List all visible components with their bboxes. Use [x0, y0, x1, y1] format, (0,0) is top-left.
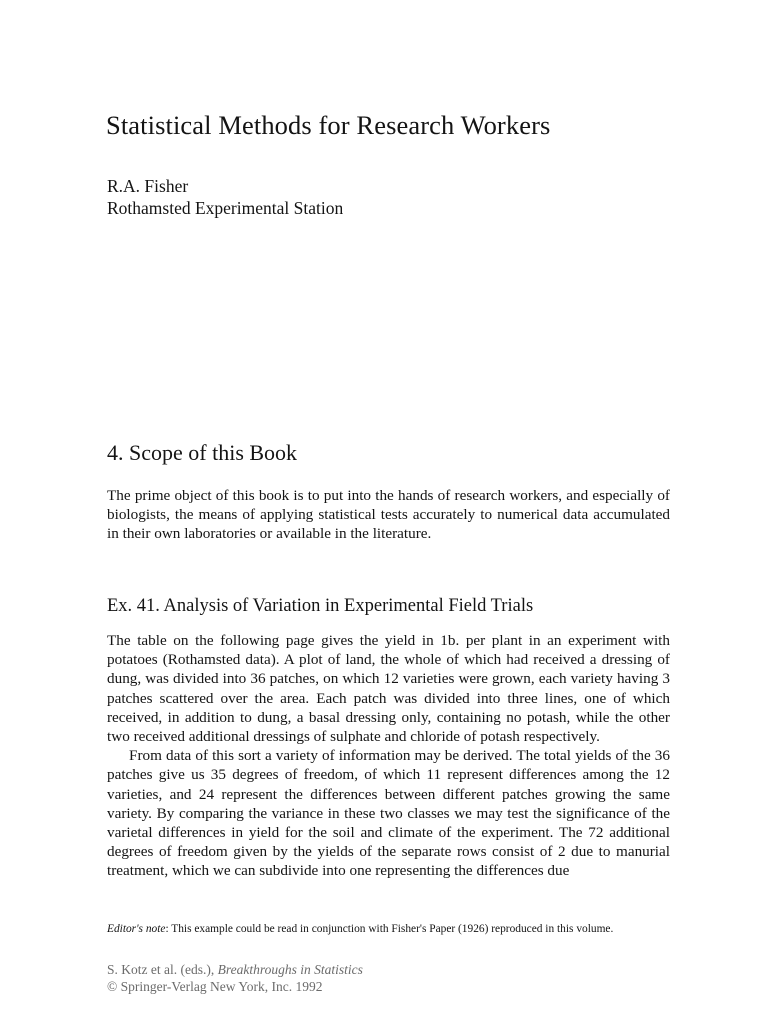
example-paragraph-1: The table on the following page gives the yield in 1b. per plant in an experiment with potatoes (Rothamsted data). A plot of land, the whole of which had received a dressing of dung, was divided into 36 patches, on which 12 varieties were grown, each variety having 3 patches scattered over the area. Each patch was divided into three lines, one of which received, in addition to dung, a basal dressing only, containing no potash, while the other two received additional dressings of sulphate and chloride of potash respectively.: [107, 632, 670, 746]
scope-paragraph: The prime object of this book is to put into the hands of research workers, and especially of biologists, the means of applying statistical tests accurately to numerical data accumulated in their own laboratories or available in the literature.: [107, 487, 670, 543]
example-heading: Ex. 41. Analysis of Variation in Experimental Field Trials: [107, 596, 534, 616]
paper-title: Statistical Methods for Research Workers: [106, 110, 551, 140]
page-footer: [107, 962, 363, 995]
author-block: [107, 175, 343, 219]
footer-book-title: Breakthroughs in Statistics: [217, 962, 363, 977]
footer-citation-prefix: S. Kotz et al. (eds.),: [107, 962, 218, 977]
editor-note: [107, 922, 670, 937]
scope-section: [107, 486, 670, 544]
example-paragraph-2: From data of this sort a variety of information may be derived. The total yields of the 36 patches give us 35 degrees of freedom, of which 11 represent differences among the 12 varieties, and 24 represent the differences between different patches growing the same variety. By comparing the variance in these two classes we may test the significance of the varietal differences in yield for the soil and climate of the experiment. The 72 additional degrees of freedom given by the yields of the separate rows consist of 2 due to manurial treatment, which we can subdivide into one representing the differences due: [107, 747, 670, 880]
author-name: R.A. Fisher: [107, 176, 189, 196]
example-body: [107, 631, 670, 881]
section-heading: 4. Scope of this Book: [107, 440, 298, 465]
footer-citation: [107, 962, 363, 979]
footer-copyright: © Springer-Verlag New York, Inc. 1992: [107, 978, 323, 994]
editor-note-text: : This example could be read in conjunction with Fisher's Paper (1926) reproduced in this volume.: [165, 923, 614, 935]
author-affiliation: Rothamsted Experimental Station: [107, 198, 344, 218]
editor-note-label: Editor's note: [107, 923, 166, 935]
